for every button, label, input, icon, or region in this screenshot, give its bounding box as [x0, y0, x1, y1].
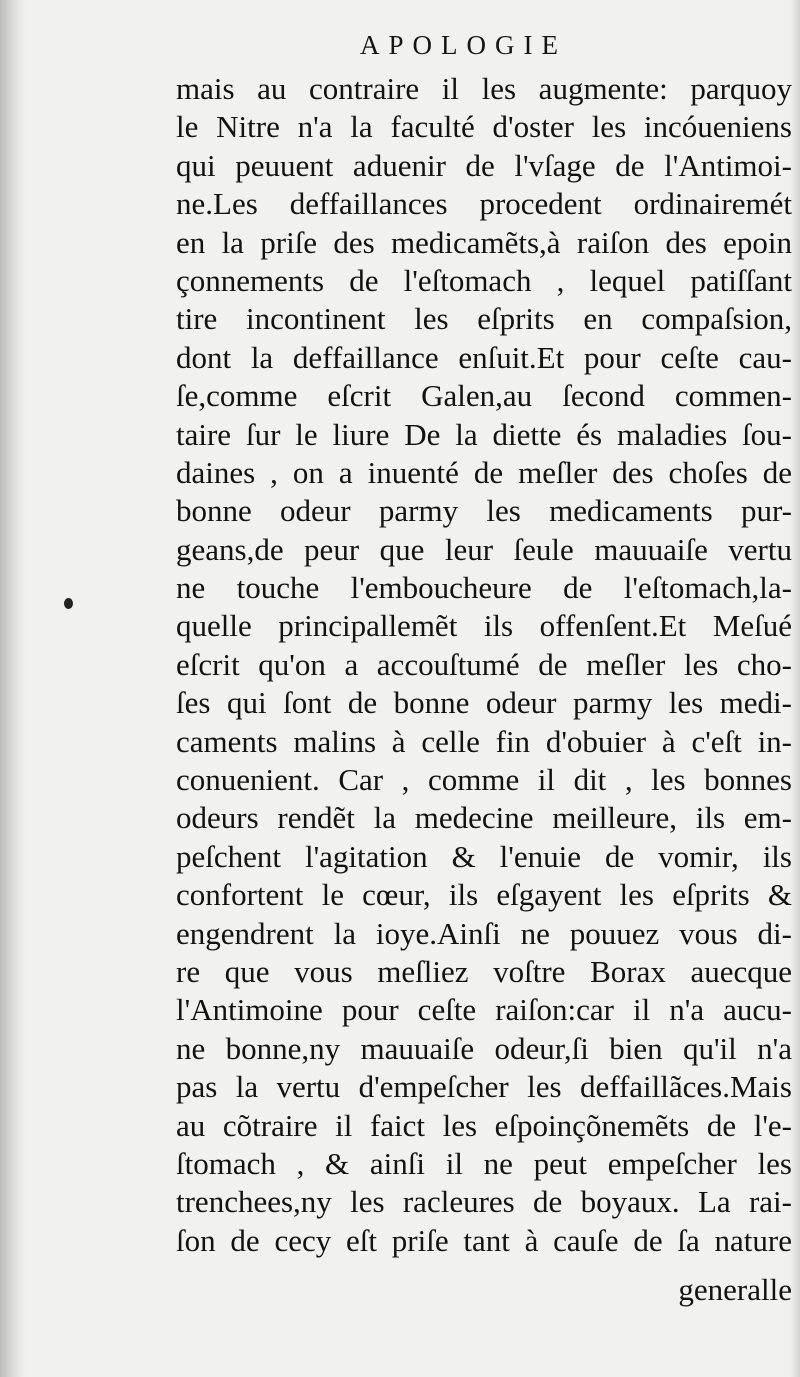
text-line: en la priſe des medicamẽts,à raiſon des epoin	[176, 224, 792, 260]
text-line: çonnements de l'eſtomach , lequel patiſſant	[176, 262, 792, 298]
text-line: ne bonne,ny mauuaiſe odeur,ſi bien qu'il n'a	[176, 1030, 792, 1066]
text-line: au cõtraire il faict les eſpoinçõnemẽts de l'e-	[176, 1107, 792, 1143]
text-line: geans,de peur que leur ſeule mauuaiſe vertu	[176, 531, 792, 567]
text-line: quelle principallemẽt ils offenſent.Et Meſué	[176, 608, 792, 644]
text-line: ne touche l'emboucheure de l'eſtomach,la-	[176, 570, 792, 606]
text-line: trenchees,ny les racleures de boyaux. La rai-	[176, 1184, 792, 1220]
ink-speck	[64, 598, 73, 609]
text-line: ſe,comme eſcrit Galen,au ſecond commen-	[176, 378, 792, 414]
text-line: mais au contraire il les augmente: parquoy	[176, 71, 792, 106]
text-line: l'Antimoine pour ceſte raiſon:car il n'a aucu-	[176, 992, 792, 1028]
text-line: taire ſur le liure De la diette és maladies ſou-	[176, 416, 792, 452]
text-line: caments malins à celle fin d'obuier à c'eſt in-	[176, 723, 792, 759]
text-line: qui peuuent aduenir de l'vſage de l'Antimoi-	[176, 147, 792, 183]
text-line: engendrent la ioye.Ainſi ne pouuez vous di-	[176, 915, 792, 951]
text-line: odeurs rendẽt la medecine meilleure, ils em-	[176, 800, 792, 836]
text-line: ſon de cecy eſt priſe tant à cauſe de ſa nature	[176, 1222, 792, 1258]
catchword: generalle	[678, 1272, 792, 1307]
text-line: re que vous meſliez voſtre Borax auecque	[176, 953, 792, 989]
text-line: ne.Les deffaillances procedent ordinairemét	[176, 186, 792, 222]
body-text	[176, 70, 792, 1260]
running-head: APOLOGIE	[360, 30, 567, 60]
text-line: peſchent l'agitation & l'enuie de vomir, ils	[176, 838, 792, 874]
text-line: ſtomach , & ainſi il ne peut empeſcher les	[176, 1145, 792, 1181]
text-line: eſcrit qu'on a accouſtumé de meſler les cho-	[176, 646, 792, 682]
text-line: pas la vertu d'empeſcher les deffaillãces.Mais	[176, 1069, 792, 1105]
text-line: le Nitre n'a la faculté d'oster les incóueniens	[176, 109, 792, 145]
text-line: tire incontinent les eſprits en compaſsion,	[176, 301, 792, 337]
text-line: bonne odeur parmy les medicaments pur-	[176, 493, 792, 529]
text-line: conuenient. Car , comme il dit , les bonnes	[176, 762, 792, 798]
page-gutter-shadow	[0, 0, 26, 1377]
text-line: ſes qui ſont de bonne odeur parmy les medi-	[176, 685, 792, 721]
text-line: dont la deffaillance enſuit.Et pour ceſte cau-	[176, 339, 792, 375]
text-line: confortent le cœur, ils eſgayent les eſprits &	[176, 877, 792, 913]
text-line: daines , on a inuenté de meſler des choſes de	[176, 454, 792, 490]
